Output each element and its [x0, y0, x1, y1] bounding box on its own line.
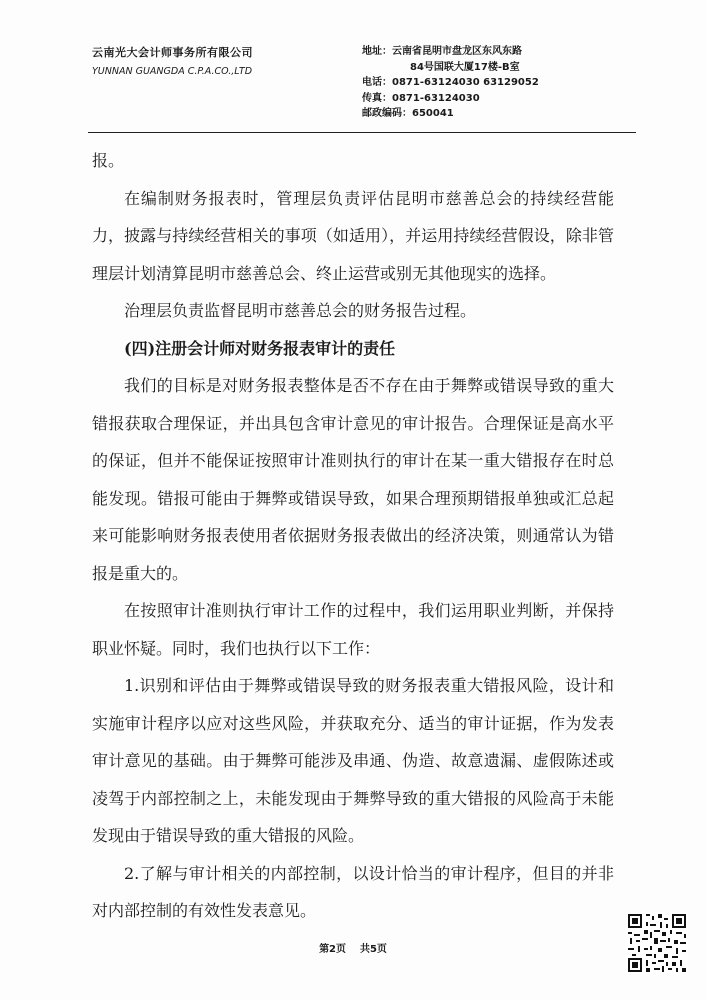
section-heading: (四)注册会计师对财务报表审计的责任 — [124, 338, 396, 358]
header-divider — [88, 132, 636, 133]
paragraph: 2.了解与审计相关的内部控制，以设计恰当的审计程序，但目的并非对内部控制的有效性发表意见。 — [92, 863, 614, 920]
document-body — [92, 142, 614, 930]
postcode: 邮政编码：650041 — [362, 108, 454, 119]
paragraph: 1.识别和评估由于舞弊或错误导致的财务报表重大错报风险，设计和实施审计程序以应对这些风险，并获取充分、适当的审计证据，作为发表审计意见的基础。由于舞弊可能涉及串通、伪造、故意遗漏、虚假陈述或凌驾于内部控制之上，未能发现由于舞弊导致的重大错报的风险高于未能发现由于错误导致的重大错报的风险。 — [92, 676, 614, 845]
paragraph: 在编制财务报表时，管理层负责评估昆明市慈善总会的持续经营能力，披露与持续经营相关的事项（如适用），并运用持续经营假设，除非管理层计划清算昆明市慈善总会、终止运营或别无其他现实的选择。 — [92, 188, 614, 283]
fax: 传真：0871-63124030 — [362, 92, 480, 104]
page-total: 共5页 — [359, 944, 387, 955]
address-line-1: 地址：云南省昆明市盘龙区东风东路 — [362, 46, 522, 57]
page-number: 第2页 — [319, 944, 347, 955]
paragraph: 报。 — [92, 151, 125, 170]
address-line-2: 84号国联大厦17楼-B室 — [410, 61, 520, 73]
firm-header — [92, 44, 253, 77]
firm-contact — [362, 44, 539, 122]
phone: 电话：0871-63124030 63129052 — [362, 77, 539, 88]
paragraph: 在按照审计准则执行审计工作的过程中，我们运用职业判断，并保持职业怀疑。同时，我们也执行以下工作： — [92, 601, 614, 658]
firm-name-cn: 云南光大会计师事务所有限公司 — [92, 46, 253, 59]
page-footer — [0, 940, 706, 955]
firm-name-en: YUNNAN GUANGDA C.P.A.CO.,LTD — [92, 66, 253, 77]
paragraph: 治理层负责监督昆明市慈善总会的财务报告过程。 — [124, 301, 477, 320]
qr-code-icon — [626, 912, 688, 974]
paragraph: 我们的目标是对财务报表整体是否不存在由于舞弊或错误导致的重大错报获取合理保证，并出具包含审计意见的审计报告。合理保证是高水平的保证，但并不能保证按照审计准则执行的审计在某一重大错报存在时总能发现。错报可能由于舞弊或错误导致，如果合理预期错报单独或汇总起来可能影响财务报表使用者依据财务报表做出的经济决策，则通常认为错报是重大的。 — [92, 376, 614, 583]
